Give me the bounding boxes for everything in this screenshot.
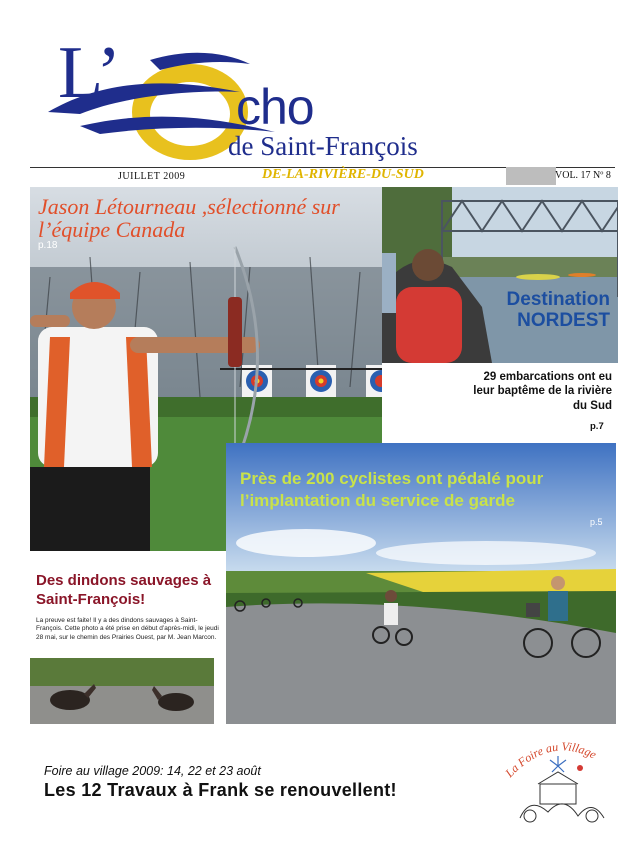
- masthead: [0, 0, 640, 190]
- turkey-photo: [30, 658, 214, 724]
- foire-logo: [500, 732, 618, 828]
- masthead-title-initial: L’: [58, 32, 122, 114]
- village-icon: [520, 772, 604, 822]
- kayak-photo: [382, 187, 618, 363]
- archer-page-ref: p.18: [38, 240, 58, 251]
- foire-dates: Foire au village 2009: 14, 22 et 23 août: [44, 764, 261, 778]
- turkey-caption: La preuve est faite! Il y a des dindons sauvages à Saint-François. Cette photo a été prise en début d’après-midi, le jeudi 28 mai, sur le chemin des Prairies Ouest, par M. Jean Marcon.: [36, 617, 219, 641]
- cyclists-page-ref: p.5: [590, 517, 603, 527]
- kayak-page-ref: p.7: [590, 421, 604, 432]
- masthead-title: cho: [236, 79, 314, 135]
- turkey-headline[interactable]: Des dindons sauvages à Saint-François!: [36, 572, 212, 608]
- archer-headline[interactable]: Jason Létourneau ,sélectionné sur l’équipe Canada: [38, 194, 340, 243]
- foire-logo-text: La Foire au Village: [502, 739, 599, 780]
- issue-volume: VOL. 17 Nº 8: [555, 170, 611, 181]
- foire-headline[interactable]: Les 12 Travaux à Frank se renouvellent!: [44, 780, 397, 800]
- issue-date: JUILLET 2009: [118, 171, 186, 182]
- kayak-summary: 29 embarcations ont eu leur baptême de la rivière du Sud: [473, 371, 612, 412]
- masthead-title-sub: de Saint-François: [228, 131, 418, 161]
- kayak-headline[interactable]: Destination NORDEST: [506, 289, 610, 331]
- fireworks-icon: [550, 756, 566, 772]
- cyclists-headline[interactable]: Près de 200 cyclistes ont pédalé pour l’implantation du service de garde: [240, 469, 544, 511]
- masthead-grey-block: [506, 167, 556, 185]
- masthead-subtitle: DE-LA-RIVIÈRE-DU-SUD: [262, 167, 424, 182]
